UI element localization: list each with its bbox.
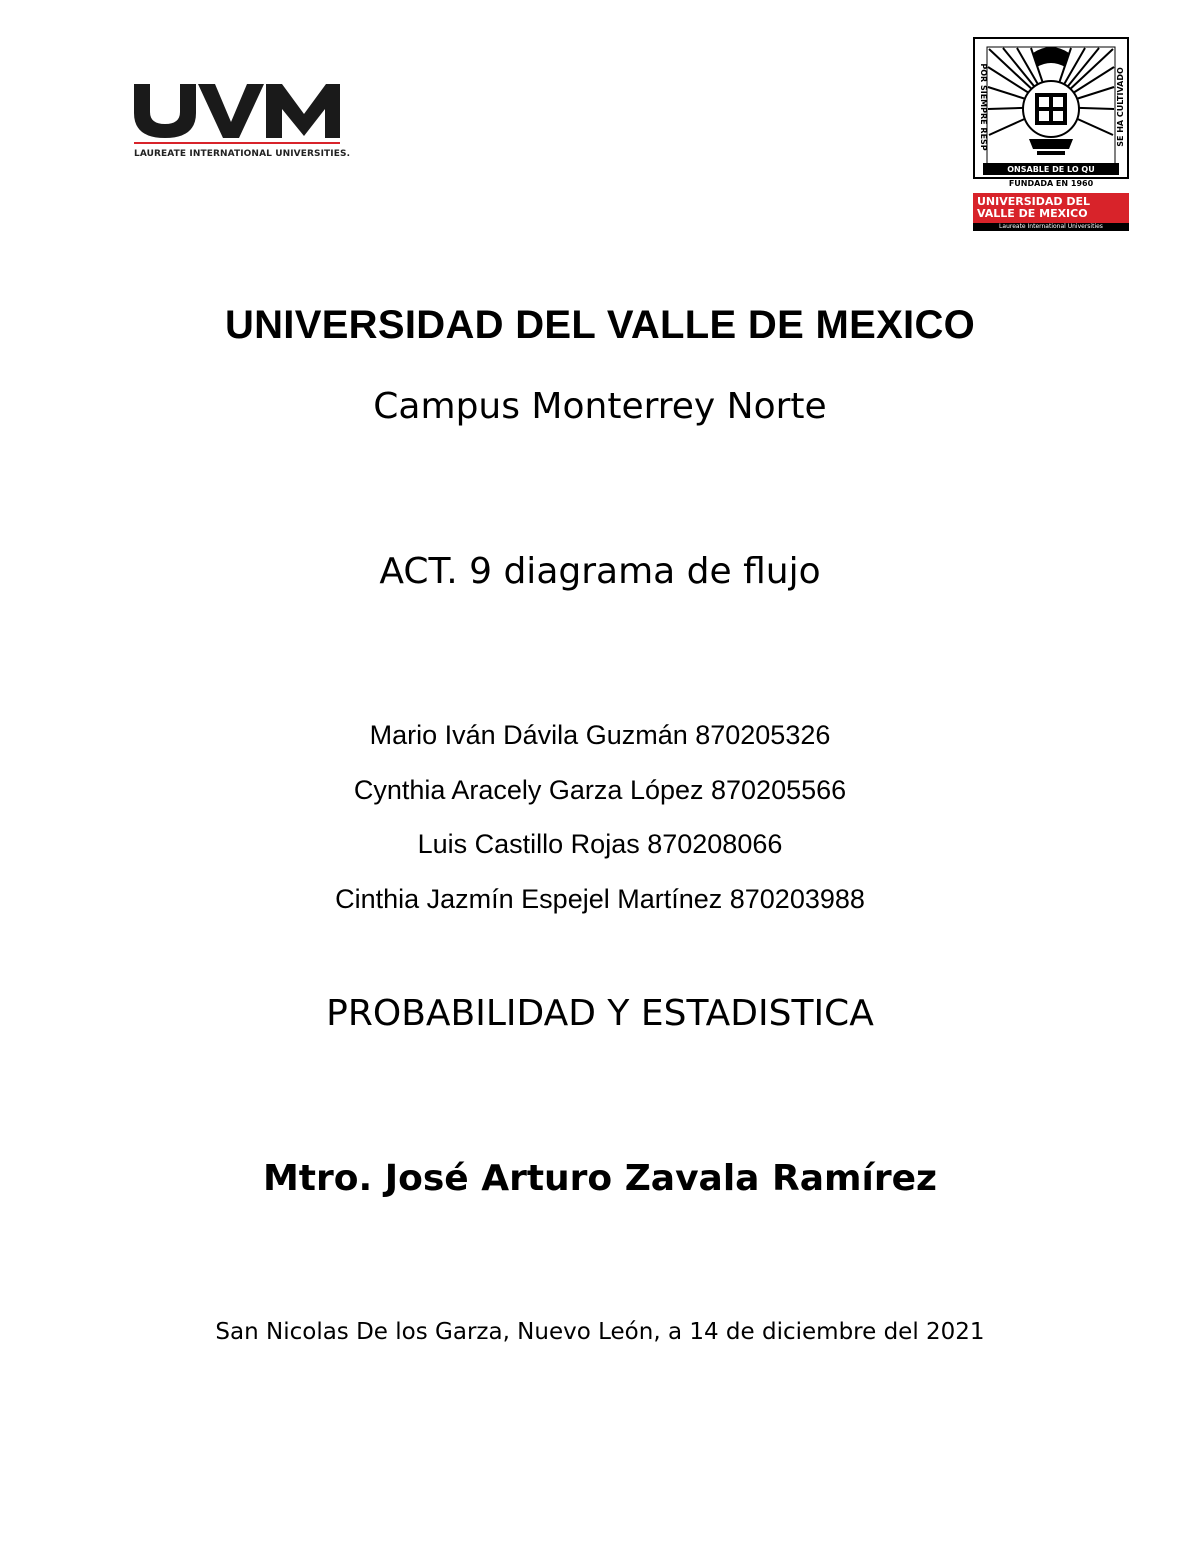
student-name: Mario Iván Dávila Guzmán 870205326 [369, 720, 831, 750]
seal-banner-line1: UNIVERSIDAD DEL [977, 195, 1091, 208]
uvm-tagline: LAUREATE INTERNATIONAL UNIVERSITIES. [134, 149, 351, 159]
subject-title: PROBABILIDAD Y ESTADISTICA [326, 993, 874, 1034]
seal-founded: FUNDADA EN 1960 [1008, 179, 1094, 188]
svg-text:SE HA CULTIVADO: SE HA CULTIVADO [1116, 67, 1125, 147]
university-title: UNIVERSIDAD DEL VALLE DE MEXICO [224, 303, 976, 347]
teacher-name: Mtro. José Arturo Zavala Ramírez [262, 1158, 937, 1199]
university-seal [973, 37, 1129, 229]
seal-banner-sub: Laureate International Universities [973, 223, 1129, 231]
student-name: Cinthia Jazmín Espejel Martínez 870203988 [335, 883, 865, 914]
student-name: Cynthia Aracely Garza López 870205566 [353, 774, 847, 805]
student-name: Luis Castillo Rojas 870208066 [417, 829, 783, 859]
svg-text:ONSABLE DE LO QU: ONSABLE DE LO QU [1007, 165, 1095, 174]
activity-title: ACT. 9 diagrama de flujo [379, 551, 821, 592]
svg-text:POR SIEMPRE RESP: POR SIEMPRE RESP [979, 63, 988, 151]
seal-emblem-icon [973, 37, 1129, 179]
campus-name: Campus Monterrey Norte [373, 386, 827, 427]
uvm-wordmark-logo [132, 78, 342, 148]
seal-banner [973, 193, 1129, 229]
seal-banner-line2: VALLE DE MEXICO [977, 207, 1088, 220]
students-list [0, 708, 1200, 926]
place-date: San Nicolas De los Garza, Nuevo León, a 14 de diciembre del 2021 [215, 1319, 985, 1345]
